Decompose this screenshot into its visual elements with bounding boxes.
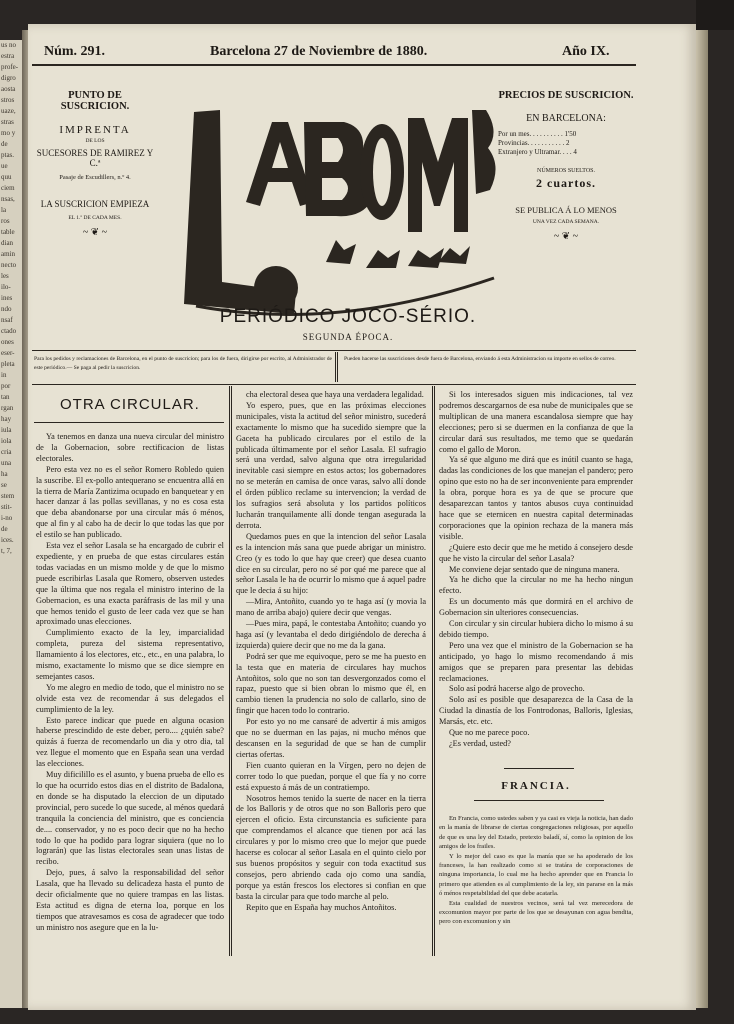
paragraph: Esta cualidad de nuestros vecinos, será tal vez merecedora de excomunion mayor por parte de los que se desayunan con agua bendita, pero con excomunion y sin xyxy=(439,899,633,926)
paragraph: Solo así podrá hacerse algo de provecho. xyxy=(449,684,585,694)
price-row-abroad: Extranjero y Ultramar. . . . 4 xyxy=(498,148,577,156)
paragraph: Y lo mejor del caso es que la manía que se ha apoderado de los franceses, la han realizado como si se tratára de corporaciones de ninguna importancia, lo cual me ha hecho aprender que en Francia lo primero que atienden es al cumplimiento de la ley, sin pararse en la más ó ménos respetabilidad del que debe acatarla. xyxy=(439,852,633,898)
paragraph: cha electoral desea que haya una verdadera legalidad. xyxy=(246,390,424,399)
paragraph: ¿Es verdad, usted? xyxy=(449,739,511,748)
paragraph: Yo me alegro en medio de todo, que el ministro no se olvide esta vez de recomendar á sus delegados el cumplimiento de la ley. xyxy=(36,682,224,714)
edge-text-fragment: ctado xyxy=(1,327,17,335)
paragraph: Muy dificilillo es el asunto, y buena prueba de ello es lo que ha ocurrido estos dias en el distrito de Badalona, en donde se ha disputado la eleccion de un diputado provincial, pero sucede lo que sucede, al ménos quedará tranquila la conciencia del ministro, que es conciencia de.... conservador, y no es poco decir que no ha hecho todo lo que ha podido para lograr siquiera (que no lo lograrán) que las listas electorales sean unas listas de recibo. xyxy=(36,770,224,867)
paragraph: Solo así es posible que desaparezca de la Casa de la Ciudad la dinastía de los Fontrodonas, Balloris, Iglesias, Marsás, etc. etc. xyxy=(439,695,633,727)
column-divider-2 xyxy=(432,386,435,956)
adjacent-page-edge xyxy=(0,40,23,1008)
edge-text-fragment: ha xyxy=(1,470,8,478)
edge-text-fragment: tan xyxy=(1,393,10,401)
edge-text-fragment: de xyxy=(1,525,8,533)
edge-text-fragment: una xyxy=(1,459,12,467)
edge-text-fragment: iola xyxy=(1,437,12,445)
paragraph: Ya sé que alguno me dirá que es inútil cuanto se haga, dadas las condiciones de los que manejan el pandero; pero opino que esto no ha de ser inconveniente para emprender la obra, porque hora es ya de que se procure que desaparezcan tantos y tantos abusos cuya continuidad hace que se eternicen en nuestra capital determinadas corporaciones que la opinion rechaza de la manera más visible. xyxy=(439,455,633,541)
edge-text-fragment: ptas. xyxy=(1,151,15,159)
edge-text-fragment: i-no xyxy=(1,514,13,522)
edge-text-fragment: cria xyxy=(1,448,12,456)
paragraph: Repito que en España hay muchos Antoñitos. xyxy=(246,902,397,912)
loose-numbers-price: 2 cuartos. xyxy=(536,176,596,190)
paragraph: Fien cuanto quieran en la Vírgen, pero no dejen de correr todo lo que puedan, porque el que fía y no corre está expuesto á más de un contratiempo. xyxy=(236,760,426,792)
article-column-2 xyxy=(236,390,426,954)
edge-text-fragment: iula xyxy=(1,426,12,434)
paragraph: Me conviene dejar sentado que de ninguna manera. xyxy=(449,564,620,574)
article-column-3 xyxy=(439,390,633,766)
paragraph: Pero esta vez no es el señor Romero Robledo quien la suscribe. El ex-pollo antequerano se encuentra allá en la tierra de María Zantizima ocupado en banquetear y en hacer danzar á las pollas sevillanas, y no es cosa esta que deba abandonarse por una circular más ó ménos, que al fin y al cabo ha de decir lo que todas las que por el estilo se han publicado. xyxy=(36,464,224,540)
edge-text-fragment: digro xyxy=(1,74,16,82)
printer-address: Pasaje de Escudillers, n.º 4. xyxy=(59,174,131,181)
paragraph: Esta vez el señor Lasala se ha encargado de cubrir el expediente, y en prueba de que estas circulares están todas vaciadas en un mismo molde y de que lo mismo puede escribirlas Lasala que Romero, observen ustedes que la última que nos regala el ministro interino de la Gobernacion, es una exacta paráfrasis de las mil y una que hemos tenido el gusto de leer cada vez que se han aproximado unas elecciones. xyxy=(36,541,224,627)
edge-text-fragment: amin xyxy=(1,250,15,258)
paragraph: En Francia, como ustedes saben y ya casi es vieja la noticia, han dado en la manía de librarse de ciertas congregaciones religiosas, por aquello de que es una ley del Estado, pretexto baladí, sí, como la opinion de los amigos de los frailes. xyxy=(439,815,633,851)
subscription-start-day: EL 1.º DE CADA MES. xyxy=(68,215,122,221)
notice-rule-top xyxy=(32,350,636,351)
section-rule-short xyxy=(504,768,574,769)
edge-text-fragment: ices. xyxy=(1,536,14,544)
price-row-provinces: Provincias. . . . . . . . . . . 2 xyxy=(498,139,570,147)
edge-text-fragment: table xyxy=(1,228,15,236)
page-edge xyxy=(696,30,708,1008)
edge-text-fragment: por xyxy=(1,382,11,390)
publication-frequency: SE PUBLICA Á LO MENOS xyxy=(515,205,617,215)
edge-text-fragment: t, 7, xyxy=(1,547,12,555)
edge-text-fragment: profe- xyxy=(1,63,19,71)
column-divider-1 xyxy=(229,386,232,956)
article-column-1 xyxy=(36,432,224,952)
paragraph: Podrá ser que me equivoque, pero se me ha puesto en la testa que en materia de circulares hay muchos Antoñitos, solo que no son tan desvergonzados como el rapaz, puesto que si bien obran lo mismo que él, en cambio tienen la prudencia no solo de callarlo, sino de fingir que hacen todo lo contrario. xyxy=(236,651,426,716)
dateline: Barcelona 27 de Noviembre de 1880. xyxy=(210,44,428,59)
edge-text-fragment: nsaf xyxy=(1,316,13,324)
edge-text-fragment: ones xyxy=(1,338,14,346)
paragraph: Pero una vez que el ministro de la Gobernacion se ha anticipado, yo hago lo mismo recomendando á mis amigos que se preparen para presentar las debidas reclamaciones. xyxy=(439,640,633,683)
edge-text-fragment: ines xyxy=(1,294,13,302)
logo-title xyxy=(176,80,500,318)
edge-text-fragment: ue xyxy=(1,162,8,170)
edge-text-fragment: de xyxy=(1,140,8,148)
prices-heading: PRECIOS DE SUSCRICION. xyxy=(498,90,634,101)
issue-number: Núm. 291. xyxy=(44,44,106,59)
edge-text-fragment: uaze, xyxy=(1,107,16,115)
edge-text-fragment: rgan xyxy=(1,404,14,412)
edge-text-fragment: stit- xyxy=(1,503,12,511)
paragraph: Si los interesados siguen mis indicaciones, tal vez podremos descargarnos de esa nube de municipales que se multiplican de una manera escandalosa siempre que hay elecciones; pero si se duermen en la confianza de que la circular dará sus resultados, me temo que se quedarán como el gallo de Moron. xyxy=(439,390,633,454)
paragraph: Dejo, pues, á salvo la responsabilidad del señor Lasala, que ha llevado su delicadeza hasta el punto de decir oficialmente que no quiere trampas en las listas. Esta actitud es digna de eterna loa, porque en los tiempos que atravesamos es cosa de agradecer que todo un ministro nos asegure que en la lu- xyxy=(36,868,224,932)
subscription-point-box xyxy=(36,90,154,238)
notice-left: Para los pedidos y reclamaciones de Barcelona, en el punto de suscricion; para los de fuera, dirigirse por escrito, al Administrador de este periódico.— Se paga al pedir la suscricion. xyxy=(34,356,332,371)
paragraph: Es un documento más que dormirá en el archivo de Gobernacion sin ulteriores consecuencias. xyxy=(439,597,633,618)
article-heading-circular: OTRA CIRCULAR. xyxy=(60,396,200,413)
price-row-month: Por un mes. . . . . . . . . . 1'50 xyxy=(498,130,577,138)
france-rule xyxy=(474,800,604,801)
paragraph: ¿Quiere esto decir que me he metido á consejero desde que he visto la circular del señor Lasala? xyxy=(439,542,633,563)
edge-text-fragment: estra xyxy=(1,52,15,60)
paragraph: —Mira, Antoñito, cuando yo te haga así (y movia la mano de arriba abajo) quiere decir que vengas. xyxy=(236,597,426,618)
paragraph: Ya he dicho que la circular no me ha hecho ningun efecto. xyxy=(439,575,633,596)
edge-text-fragment: aosta xyxy=(1,85,16,93)
edge-text-fragment: ros xyxy=(1,217,10,225)
notice-rule-bottom xyxy=(32,384,636,385)
prices-city: EN BARCELONA: xyxy=(526,113,606,124)
paragraph: Esto parece indicar que puede en alguna ocasion haberse prescindido de este deber, pero.... ¿quién sabe? quizás á fuerza de recomendarlo un dia y otro dia, tal vez llegue el momento que en España sean una verdad las elecciones. xyxy=(36,715,224,769)
printer-label: IMPRENTA xyxy=(59,124,131,136)
edge-text-fragment: stras xyxy=(1,118,14,126)
edge-text-fragment: dian xyxy=(1,239,14,247)
newspaper-page xyxy=(28,24,696,1010)
newspaper-subtitle: PERIÓDICO JOCO-SÉRIO. xyxy=(219,306,477,327)
edge-text-fragment: in xyxy=(1,371,7,379)
newspaper-epoch: SEGUNDA ÉPOCA. xyxy=(302,332,394,342)
edge-text-fragment: nsas, xyxy=(1,195,15,203)
paragraph: Yo espero, pues, que en las próximas elecciones municipales, vista la actitud del señor ministro, sucederá exactamente lo mismo que ha sucedido siempre que la Gaceta ha publicado circulares por el estilo de la publicada últimamente por el señor Lasala. El sufragio será una verdad, salvo alguna que otra irregularidad inevitable casi siempre en estos actos; los gobernadores no se meterán en camisa de once varas, salvo allí donde el órden público reclame su intervencion; la verdad de los sufragios será absoluta y los partidos políticos lucharán tranquilamente allí donde tengan asegurada la derrota. xyxy=(236,400,426,530)
article-france-text xyxy=(439,814,633,954)
ornament-right-icon: ~ ❦ ~ xyxy=(553,231,579,242)
year-label: Año IX. xyxy=(562,44,610,59)
edge-text-fragment: quu xyxy=(1,173,12,181)
paragraph: Ya tenemos en danza una nueva circular del ministro de la Gobernacion, sobre rectificacion de listas electorales. xyxy=(36,432,224,463)
edge-text-fragment: necto xyxy=(1,261,17,269)
ornament-icon: ~ ❦ ~ xyxy=(82,227,108,238)
paragraph: Quedamos pues en que la intencion del señor Lasala es la intencion más sana que puede abrigar un ministro. Creo (y es todo lo que hay que creer) que desea cuanto dice en su circular, pero no sé por qué me parece que al señor Lasala le ha de ocurrir lo mismo que á aquel padre que le decia á su hijo: xyxy=(236,531,426,596)
edge-text-fragment: la xyxy=(1,206,7,214)
edge-text-fragment: us no xyxy=(1,41,16,49)
notice-divider xyxy=(335,352,338,382)
edge-text-fragment: hay xyxy=(1,415,12,423)
article-heading-france: FRANCIA. xyxy=(501,780,571,792)
printer-name: SUCESORES DE RAMIREZ Y C.ª xyxy=(36,148,154,168)
paragraph: Con circular y sin circular hubiera dicho lo mismo á su debido tiempo. xyxy=(439,619,633,639)
subscription-start: LA SUSCRICION EMPIEZA xyxy=(40,199,150,209)
publication-frequency-detail: UNA VEZ CADA SEMANA. xyxy=(532,219,600,225)
edge-text-fragment: stros xyxy=(1,96,15,104)
edge-text-fragment: ndo xyxy=(1,305,12,313)
paragraph: Cumplimiento exacto de la ley, imparcialidad completa, pureza del sistema representativo, llamamiento á los electores, etc., etc., en una palabra, lo mismo, exactamente lo mismo que se dice siempre en semejantes casos. xyxy=(36,628,224,681)
paragraph: —Pues mira, papá, le contestaba Antoñito; cuando yo haga así (y levantaba el dedo dirigiéndolo de derecha á izquierda) quiere decir que no me da la gana. xyxy=(236,619,426,650)
paragraph: Por esto yo no me cansaré de advertir á mis amigos que no se duerman en las pajas, ni mucho ménos que descansen en la seguridad de que se han de cumplir ciertas ofertas. xyxy=(236,717,426,759)
top-rule xyxy=(32,64,636,66)
paragraph: Que no me parece poco. xyxy=(449,728,530,738)
heading-rule xyxy=(34,422,224,423)
subscription-point-heading: PUNTO DE SUSCRICION. xyxy=(60,90,130,112)
notice-right: Pueden hacerse las suscriciones desde fuera de Barcelona, enviando á esta Administracion su importe en sellos de correo. xyxy=(344,356,616,362)
edge-text-fragment: se xyxy=(1,481,7,489)
edge-text-fragment: eser- xyxy=(1,349,15,357)
edge-text-fragment: pleta xyxy=(1,360,15,368)
edge-text-fragment: les xyxy=(1,272,9,280)
edge-text-fragment: ciem xyxy=(1,184,15,192)
printer-of: DE LOS xyxy=(85,138,105,144)
edge-text-fragment: ilo- xyxy=(1,283,11,291)
paragraph: Nosotros hemos tenido la suerte de nacer en la tierra de los Balloris y de otros que no son Balloris pero que ejercen el oficio. Esta circunstancia es suficiente para que comprendamos el alcance que tienen por acá las circulares y por lo mismo creo que lo mejor que puede hacerse es colocar al señor Lasala en el quinto cielo por sus buenos propósitos y seguir con toda exactitud sus consejos, pero abriendo cada ojo como una sandía, porque ya están frescos los electores si confian en que basta la circular para que todo marche al pelo. xyxy=(236,793,426,901)
dark-corner xyxy=(696,0,734,30)
edge-text-fragment: mo y xyxy=(1,129,16,137)
subscription-prices-box xyxy=(498,90,634,242)
edge-text-fragment: stem xyxy=(1,492,15,500)
loose-numbers-label: NÚMEROS SUELTOS. xyxy=(536,168,595,174)
